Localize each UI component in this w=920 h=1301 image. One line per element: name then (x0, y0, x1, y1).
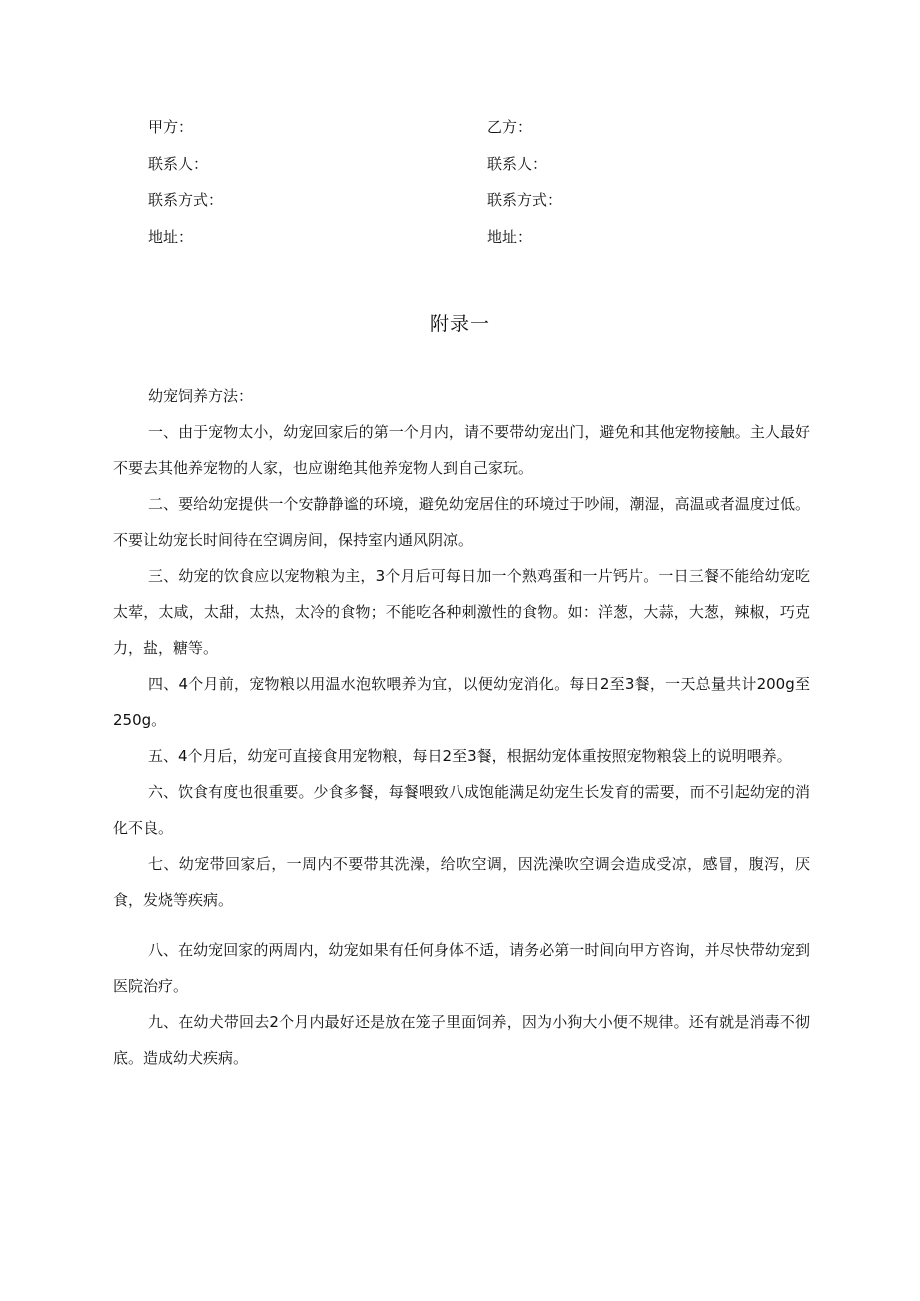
party-row-party (148, 113, 668, 150)
party-b-contact-label: 联系人： (487, 154, 548, 173)
appendix-title: 附录一 (429, 313, 490, 335)
appendix-intro: 幼宠饲养方法： (148, 387, 254, 405)
paragraph-8: 八、在幼宠回家的两周内，幼宠如果有任何身体不适，请务必第一时间向甲方咨询，并尽快带幼宠到医院治疗。 (113, 941, 810, 995)
party-row-phone (148, 186, 668, 223)
party-row-address (148, 223, 668, 260)
party-a-address-label: 地址： (148, 227, 194, 246)
paragraph-3: 三、幼宠的饮食应以宠物粮为主，3个月后可每日加一个熟鸡蛋和一片钙片。一日三餐不能给幼宠吃太荤，太咸，太甜，太热，太冷的食物；不能吃各种刺激性的食物。如：洋葱，大蒜，大葱，辣椒，巧克力，盐，糖等。 (113, 567, 810, 657)
party-row-contact (148, 150, 668, 187)
paragraph-9: 九、在幼犬带回去2个月内最好还是放在笼子里面饲养，因为小狗大小便不规律。还有就是消毒不彻底。造成幼犬疾病。 (113, 1013, 810, 1067)
party-b-label: 乙方： (487, 118, 533, 136)
party-a-contact-label: 联系人： (148, 154, 209, 173)
party-a-label: 甲方： (148, 118, 194, 136)
party-b-address-label: 地址： (487, 227, 533, 246)
paragraph-7: 七、幼宠带回家后，一周内不要带其洗澡，给吹空调，因洗澡吹空调会造成受凉，感冒，腹泻，厌食，发烧等疾病。 (113, 855, 810, 909)
paragraph-5: 五、4个月后，幼宠可直接食用宠物粮，每日2至3餐，根据幼宠体重按照宠物粮袋上的说明喂养。 (148, 747, 792, 765)
paragraph-1: 一、由于宠物太小，幼宠回家后的第一个月内，请不要带幼宠出门，避免和其他宠物接触。主人最好不要去其他养宠物的人家，也应谢绝其他养宠物人到自己家玩。 (113, 423, 810, 477)
paragraph-4: 四、4个月前，宠物粮以用温水泡软喂养为宜，以便幼宠消化。每日2至3餐，一天总量共计200g至250g。 (113, 675, 810, 729)
party-b-phone-label: 联系方式： (487, 191, 563, 209)
party-a-phone-label: 联系方式： (148, 191, 224, 209)
paragraph-6: 六、饮食有度也很重要。少食多餐，每餐喂致八成饱能满足幼宠生长发育的需要，而不引起幼宠的消化不良。 (113, 783, 810, 837)
appendix-body (113, 378, 810, 1076)
party-info-block (148, 113, 668, 259)
paragraph-2: 二、要给幼宠提供一个安静静谧的环境，避免幼宠居住的环境过于吵闹，潮湿，高温或者温度过低。不要让幼宠长时间待在空调房间，保持室内通风阴凉。 (113, 495, 810, 549)
